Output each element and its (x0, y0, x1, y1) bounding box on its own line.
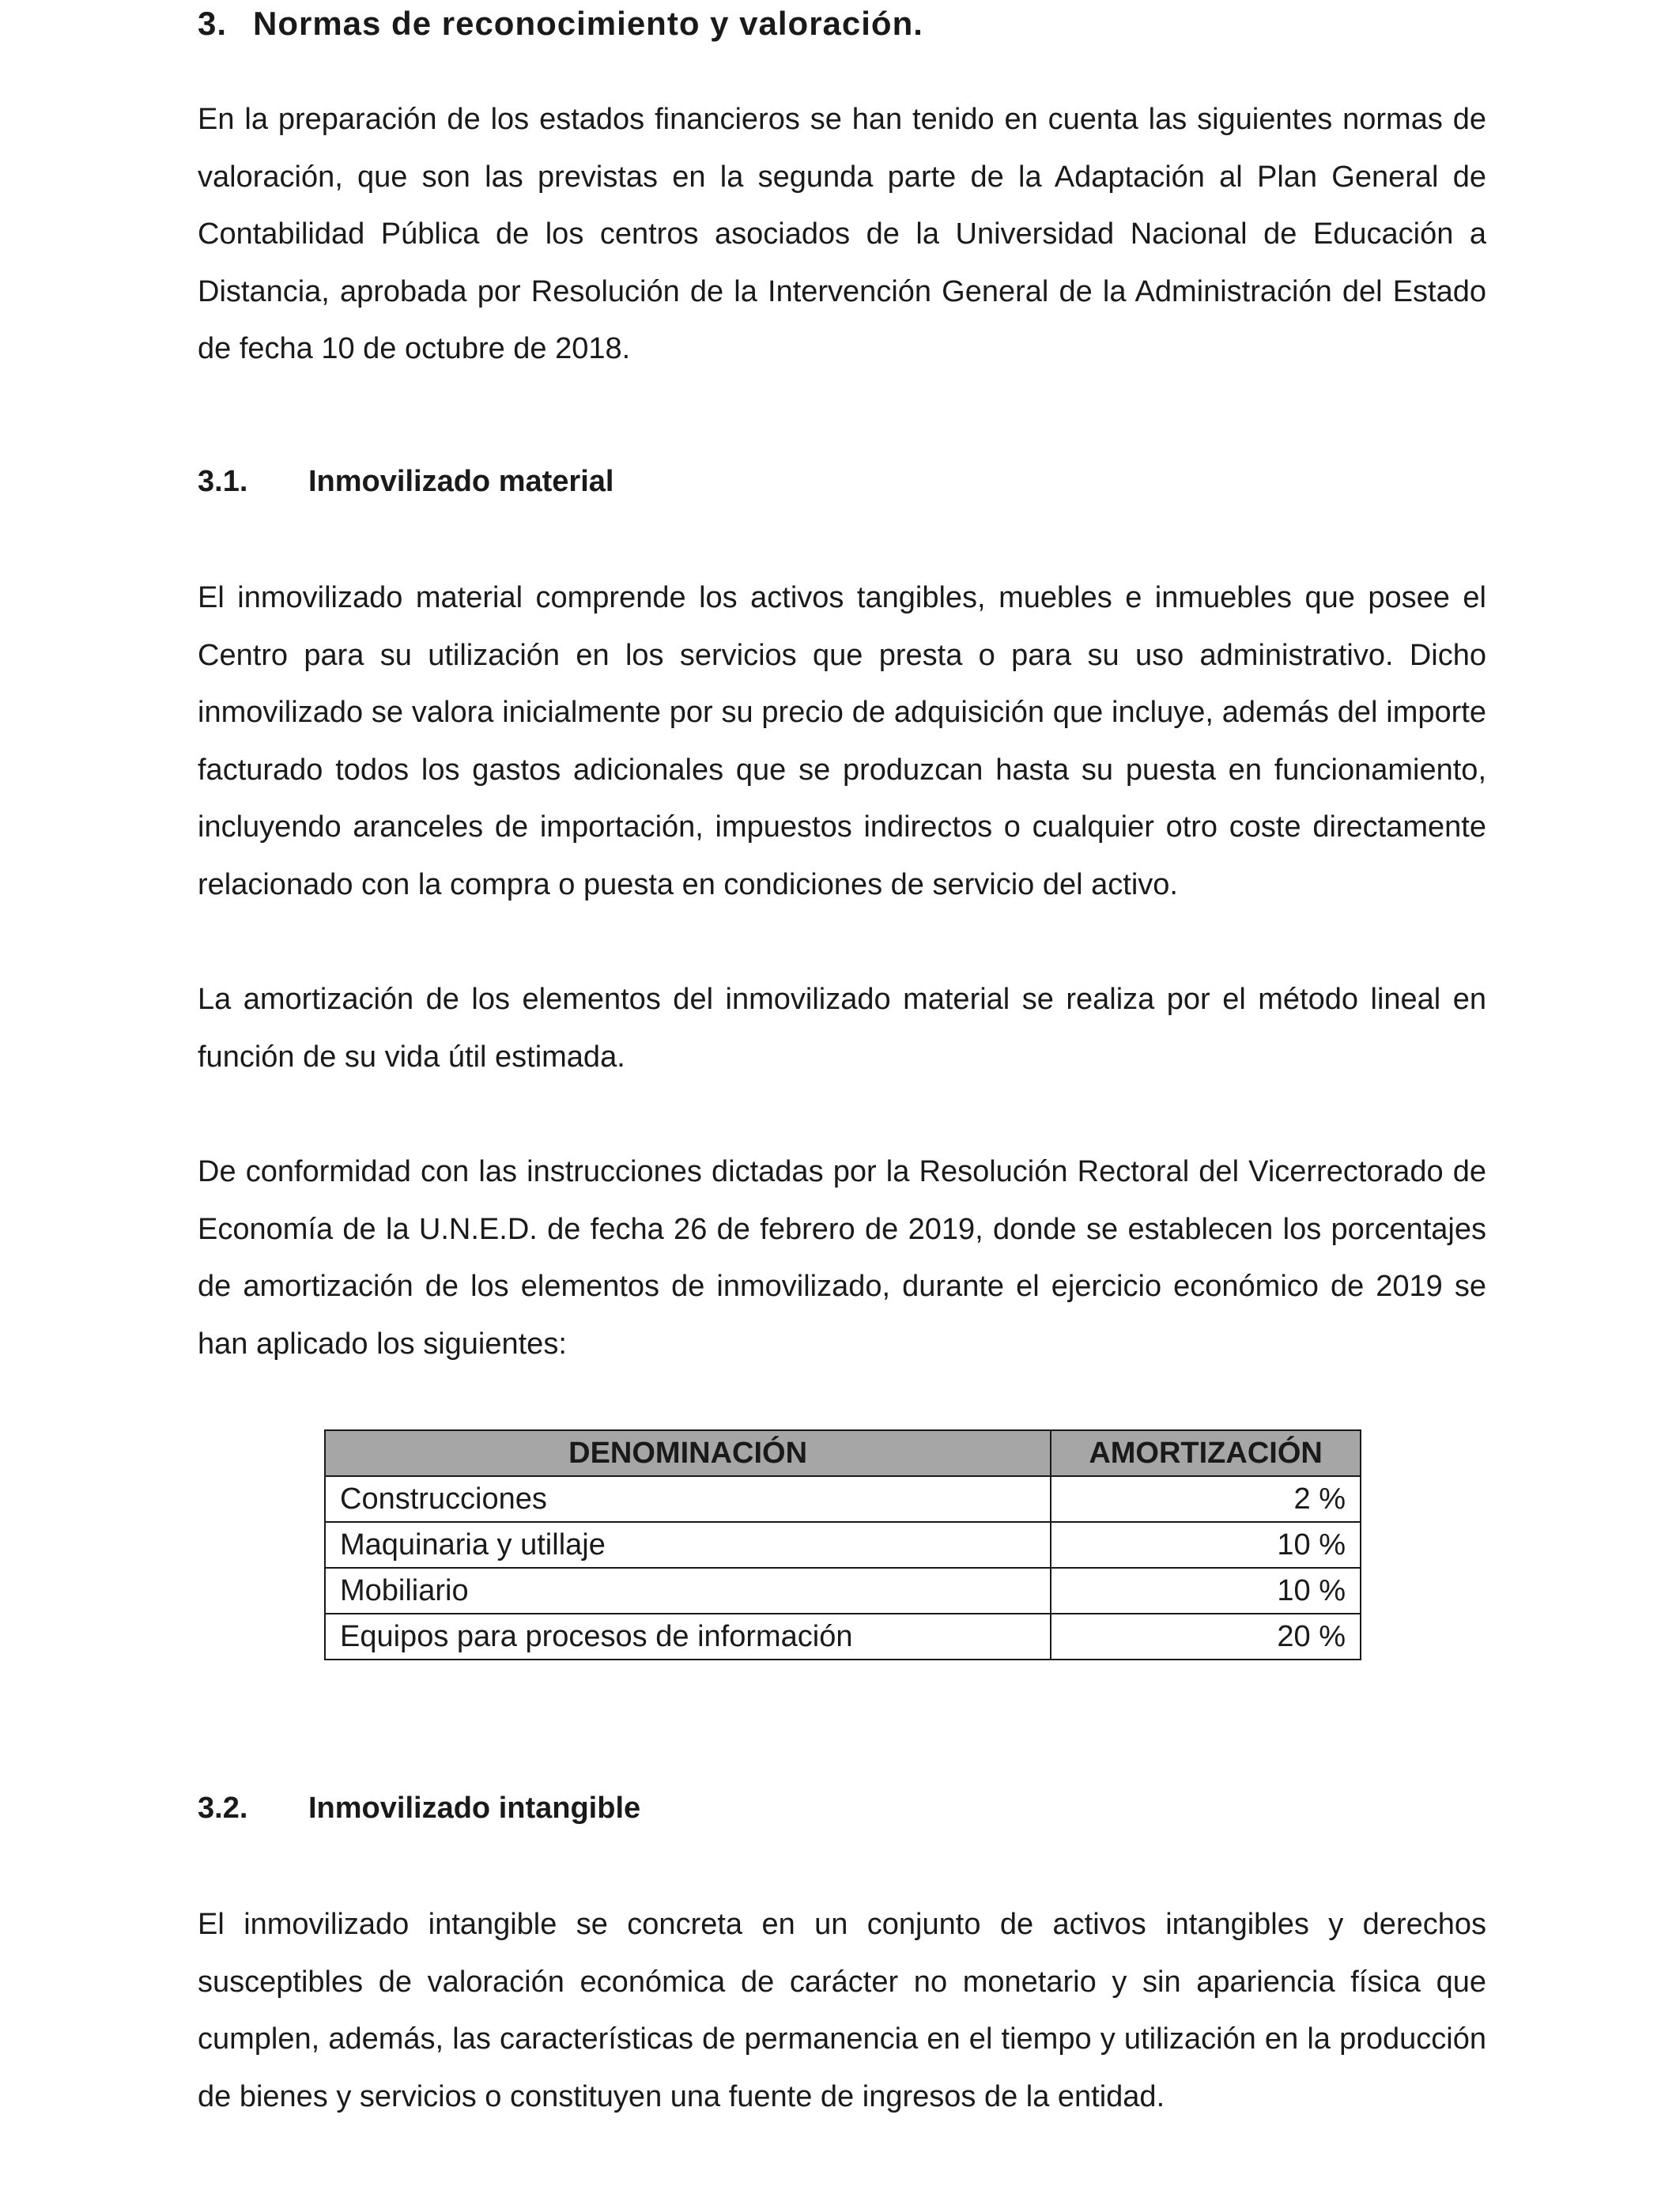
row-value: 20 % (1051, 1614, 1361, 1660)
section-3-1-title: Inmovilizado material (308, 465, 614, 498)
section-3-title: Normas de reconocimiento y valoración. (253, 5, 923, 42)
row-value: 10 % (1051, 1522, 1361, 1568)
section-3-1-heading (198, 460, 613, 503)
section-3-1-paragraph-2: La amortización de los elementos del inmovilizado material se realiza por el método lineal en función de su vida útil estimada. (198, 983, 1486, 1074)
table-row (325, 1568, 1361, 1614)
table-row (325, 1614, 1361, 1660)
amortization-table (324, 1429, 1361, 1660)
section-3-heading (198, 0, 923, 47)
table-header-row (325, 1430, 1361, 1476)
section-3-2-number: 3.2. (198, 1792, 248, 1825)
section-3-2-title: Inmovilizado intangible (308, 1792, 641, 1825)
row-name: Construcciones (325, 1476, 1051, 1522)
section-3-number: 3. (198, 5, 228, 42)
intro-paragraph: En la preparación de los estados financieros se han tenido en cuenta las siguientes normas de valoración, que son las previstas en la segunda parte de la Adaptación al Plan General de Contabilidad Pública de los centros asociados de la Universidad Nacional de Educación a Distancia, aprobada por Resolución de la Intervención General de la Administración del Estado de fecha 10 de octubre de 2018. (198, 103, 1486, 365)
section-3-1-number: 3.1. (198, 465, 248, 498)
table-row (325, 1476, 1361, 1522)
row-value: 2 % (1051, 1476, 1361, 1522)
row-name: Equipos para procesos de información (325, 1614, 1051, 1660)
header-denominacion: DENOMINACIÓN (325, 1430, 1051, 1476)
row-value: 10 % (1051, 1568, 1361, 1614)
header-amortizacion: AMORTIZACIÓN (1051, 1430, 1361, 1476)
section-3-1-paragraph-3: De conformidad con las instrucciones dictadas por la Resolución Rectoral del Vicerrectorado de Economía de la U.N.E.D. de fecha 26 de febrero de 2019, donde se establecen los porcentajes de amortización de los elementos de inmovilizado, durante el ejercicio económico de 2019 se han aplicado los siguientes: (198, 1155, 1486, 1361)
row-name: Mobiliario (325, 1568, 1051, 1614)
table-row (325, 1522, 1361, 1568)
section-3-2-paragraph-1: El inmovilizado intangible se concreta en un conjunto de activos intangibles y derechos susceptibles de valoración económica de carácter no monetario y sin apariencia física que cumplen, además, las características de permanencia en el tiempo y utilización en la producción de bienes y servicios o constituyen una fuente de ingresos de la entidad. (198, 1908, 1486, 2113)
section-3-1-paragraph-1: El inmovilizado material comprende los activos tangibles, muebles e inmuebles que posee el Centro para su utilización en los servicios que presta o para su uso administrativo. Dicho inmovilizado se valora inicialmente por su precio de adquisición que incluye, además del importe facturado todos los gastos adicionales que se produzcan hasta su puesta en funcionamiento, incluyendo aranceles de importación, impuestos indirectos o cualquier otro coste directamente relacionado con la compra o puesta en condiciones de servicio del activo. (198, 581, 1486, 901)
row-name: Maquinaria y utillaje (325, 1522, 1051, 1568)
section-3-2-heading (198, 1787, 640, 1830)
